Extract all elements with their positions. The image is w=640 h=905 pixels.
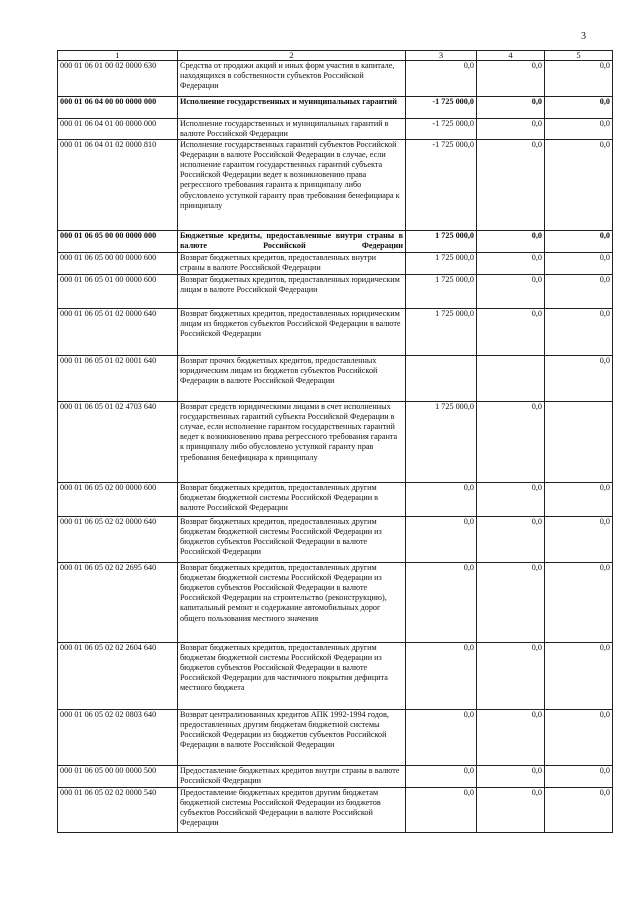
value-cell-col5: 0,0 — [545, 275, 613, 309]
code-cell: 000 01 06 05 02 02 2695 640 — [58, 563, 178, 643]
name-cell: Бюджетные кредиты, предоставленные внутри страны в валюте Российской Федерации — [178, 231, 406, 253]
table-row — [58, 710, 613, 766]
table-row — [58, 97, 613, 119]
value-cell-col3: 1 725 000,0 — [406, 253, 477, 275]
value-cell-col5: 0,0 — [545, 97, 613, 119]
value-cell-col5: 0,0 — [545, 61, 613, 97]
name-cell: Исполнение государственных и муниципальных гарантий — [178, 97, 406, 119]
value-cell-col3: 0,0 — [406, 710, 477, 766]
table-row — [58, 119, 613, 140]
name-cell: Возврат средств юридическими лицами в счет исполненных государственных гарантий субъекта Российской Федерации в случае, если исполнение гарантом государственных гарантий ведет к возникновению права регрессного требования гаранта к принципалу либо обусловлено уступкой гаранту прав требования бенефициара к принципалу — [178, 402, 406, 483]
name-cell: Предоставление бюджетных кредитов внутри страны в валюте Российской Федерации — [178, 766, 406, 788]
value-cell-col5: 0,0 — [545, 563, 613, 643]
code-cell: 000 01 06 05 01 02 0001 640 — [58, 356, 178, 402]
value-cell-col3: 0,0 — [406, 563, 477, 643]
value-cell-col3: 0,0 — [406, 61, 477, 97]
name-cell: Возврат бюджетных кредитов, предоставленных другим бюджетам бюджетной системы Российской Федерации в валюте Российской Федерации — [178, 483, 406, 517]
name-cell: Возврат прочих бюджетных кредитов, предоставленных юридическим лицам из бюджетов субъектов Российской Федерации в валюте Российской Федерации — [178, 356, 406, 402]
value-cell-col5: 0,0 — [545, 788, 613, 833]
value-cell-col4: 0,0 — [477, 309, 545, 356]
value-cell-col4: 0,0 — [477, 61, 545, 97]
code-cell: 000 01 06 05 01 00 0000 600 — [58, 275, 178, 309]
name-cell: Возврат бюджетных кредитов, предоставленных юридическим лицам из бюджетов субъектов Российской Федерации в валюте Российской Федерации — [178, 309, 406, 356]
budget-table — [57, 50, 613, 833]
value-cell-col5: 0,0 — [545, 517, 613, 563]
code-cell: 000 01 06 05 02 02 0803 640 — [58, 710, 178, 766]
code-cell: 000 01 06 05 00 00 0000 600 — [58, 253, 178, 275]
name-cell: Возврат бюджетных кредитов, предоставленных внутри страны в валюте Российской Федерации — [178, 253, 406, 275]
table-row — [58, 231, 613, 253]
name-cell: Возврат бюджетных кредитов, предоставленных другим бюджетам бюджетной системы Российской Федерации из бюджетов субъектов Российской Федерации в валюте Российской Федерации — [178, 517, 406, 563]
value-cell-col5: 0,0 — [545, 710, 613, 766]
column-header: 1 — [58, 51, 178, 61]
value-cell-col3: -1 725 000,0 — [406, 97, 477, 119]
name-cell: Исполнение государственных и муниципальных гарантий в валюте Российской Федерации — [178, 119, 406, 140]
table-row — [58, 309, 613, 356]
table-row — [58, 643, 613, 710]
table-row — [58, 275, 613, 309]
column-header: 2 — [178, 51, 406, 61]
value-cell-col5: 0,0 — [545, 140, 613, 231]
value-cell-col3 — [406, 356, 477, 402]
name-cell: Возврат бюджетных кредитов, предоставленных другим бюджетам бюджетной системы Российской Федерации из бюджетов субъектов Российской Федерации в валюте Российской Федерации на строительство (реконструкцию), капитальный ремонт и содержание автомобильных дорог общего пользования местного значения — [178, 563, 406, 643]
value-cell-col4: 0,0 — [477, 563, 545, 643]
value-cell-col4: 0,0 — [477, 119, 545, 140]
value-cell-col3: -1 725 000,0 — [406, 119, 477, 140]
value-cell-col4: 0,0 — [477, 483, 545, 517]
value-cell-col5: 0,0 — [545, 253, 613, 275]
value-cell-col3: 1 725 000,0 — [406, 231, 477, 253]
value-cell-col4: 0,0 — [477, 253, 545, 275]
value-cell-col3: 0,0 — [406, 643, 477, 710]
value-cell-col4 — [477, 356, 545, 402]
value-cell-col3: 1 725 000,0 — [406, 275, 477, 309]
value-cell-col3: 1 725 000,0 — [406, 402, 477, 483]
value-cell-col4: 0,0 — [477, 643, 545, 710]
column-header: 4 — [477, 51, 545, 61]
value-cell-col3: 0,0 — [406, 788, 477, 833]
table-row — [58, 563, 613, 643]
code-cell: 000 01 06 05 02 02 0000 540 — [58, 788, 178, 833]
code-cell: 000 01 06 05 02 02 0000 640 — [58, 517, 178, 563]
value-cell-col5: 0,0 — [545, 231, 613, 253]
table-row — [58, 483, 613, 517]
code-cell: 000 01 06 05 00 00 0000 000 — [58, 231, 178, 253]
table-row — [58, 788, 613, 833]
name-cell: Исполнение государственных гарантий субъектов Российской Федерации в валюте Российской Федерации в случае, если исполнение гарантом государственных гарантий субъекта Российской Федерации ведет к возникновению права регрессного требования гаранта к принципалу либо обусловлено уступкой гаранту прав требования бенефициара к принципалу — [178, 140, 406, 231]
code-cell: 000 01 06 01 00 02 0000 630 — [58, 61, 178, 97]
value-cell-col3: -1 725 000,0 — [406, 140, 477, 231]
value-cell-col4: 0,0 — [477, 766, 545, 788]
value-cell-col4: 0,0 — [477, 275, 545, 309]
value-cell-col3: 0,0 — [406, 766, 477, 788]
code-cell: 000 01 06 05 01 02 4703 640 — [58, 402, 178, 483]
value-cell-col4: 0,0 — [477, 710, 545, 766]
value-cell-col4: 0,0 — [477, 402, 545, 483]
value-cell-col4: 0,0 — [477, 140, 545, 231]
value-cell-col3: 0,0 — [406, 517, 477, 563]
name-cell: Возврат бюджетных кредитов, предоставленных другим бюджетам бюджетной системы Российской Федерации из бюджетов субъектов Российской Федерации в валюте Российской Федерации для частичного покрытия дефицита местного бюджета — [178, 643, 406, 710]
code-cell: 000 01 06 05 01 02 0000 640 — [58, 309, 178, 356]
table-row — [58, 517, 613, 563]
value-cell-col4: 0,0 — [477, 788, 545, 833]
name-cell: Возврат централизованных кредитов АПК 1992-1994 годов, предоставленных другим бюджетам бюджетной системы Российской Федерации из бюджетов субъектов Российской Федерации в валюте Российской Федерации — [178, 710, 406, 766]
value-cell-col4: 0,0 — [477, 231, 545, 253]
table-row — [58, 766, 613, 788]
name-cell: Средства от продажи акций и иных форм участия в капитале, находящихся в собственности субъектов Российской Федерации — [178, 61, 406, 97]
code-cell: 000 01 06 05 02 00 0000 600 — [58, 483, 178, 517]
value-cell-col5: 0,0 — [545, 483, 613, 517]
value-cell-col5: 0,0 — [545, 309, 613, 356]
value-cell-col4: 0,0 — [477, 97, 545, 119]
code-cell: 000 01 06 04 00 00 0000 000 — [58, 97, 178, 119]
value-cell-col3: 1 725 000,0 — [406, 309, 477, 356]
column-header: 5 — [545, 51, 613, 61]
code-cell: 000 01 06 05 02 02 2604 640 — [58, 643, 178, 710]
table-row — [58, 140, 613, 231]
name-cell: Возврат бюджетных кредитов, предоставленных юридическим лицам в валюте Российской Федерации — [178, 275, 406, 309]
table-row — [58, 61, 613, 97]
code-cell: 000 01 06 04 01 02 0000 810 — [58, 140, 178, 231]
value-cell-col5: 0,0 — [545, 119, 613, 140]
value-cell-col5: 0,0 — [545, 766, 613, 788]
value-cell-col5: 0,0 — [545, 643, 613, 710]
value-cell-col3: 0,0 — [406, 483, 477, 517]
value-cell-col5: 0,0 — [545, 356, 613, 402]
page-number: 3 — [581, 31, 586, 42]
value-cell-col5 — [545, 402, 613, 483]
table-row — [58, 402, 613, 483]
table-row — [58, 253, 613, 275]
code-cell: 000 01 06 05 00 00 0000 500 — [58, 766, 178, 788]
column-header: 3 — [406, 51, 477, 61]
column-header-row — [58, 51, 613, 61]
value-cell-col4: 0,0 — [477, 517, 545, 563]
name-cell: Предоставление бюджетных кредитов другим бюджетам бюджетной системы Российской Федерации из бюджетов субъектов Российской Федерации в валюте Российской Федерации — [178, 788, 406, 833]
table-row — [58, 356, 613, 402]
code-cell: 000 01 06 04 01 00 0000 000 — [58, 119, 178, 140]
